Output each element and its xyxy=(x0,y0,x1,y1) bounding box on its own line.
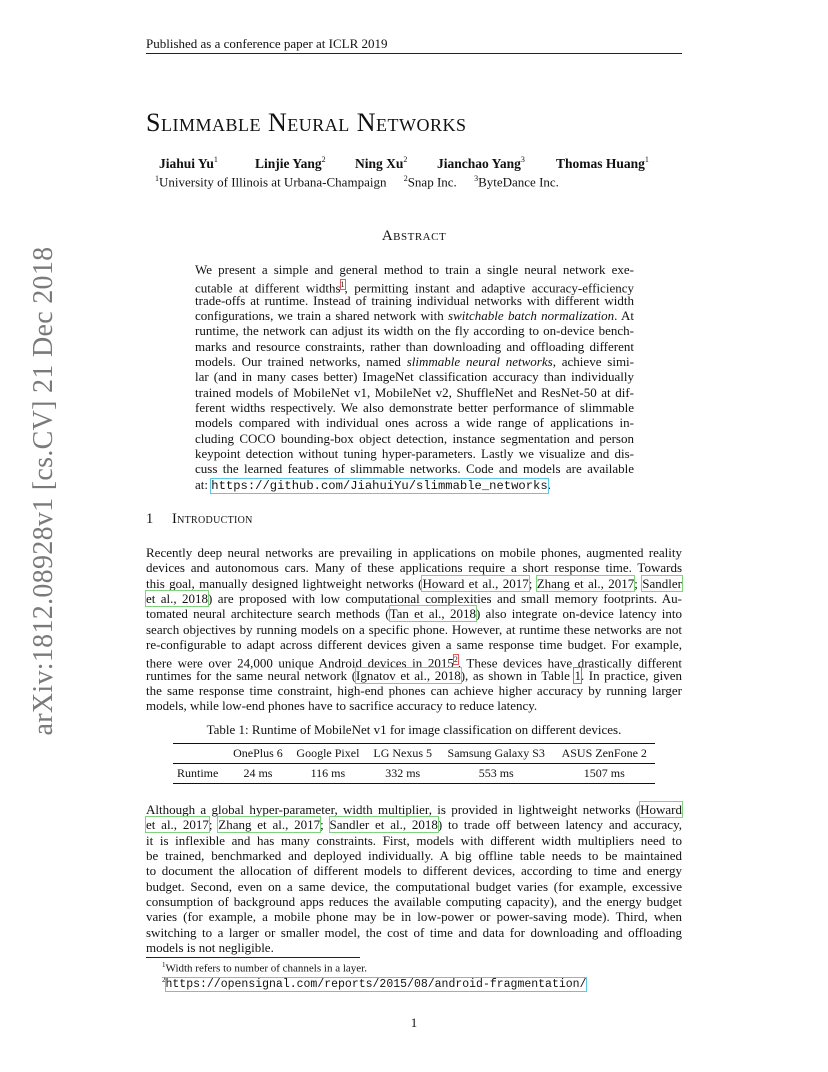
author-list xyxy=(159,155,659,172)
table-cell: 332 ms xyxy=(367,764,439,784)
citation-link[interactable]: Howard xyxy=(640,802,682,817)
section-heading-introduction: 1 Introduction xyxy=(146,511,253,527)
table-cell: 116 ms xyxy=(289,764,366,784)
github-link[interactable]: https://github.com/JiahuiYu/slimmable_networks xyxy=(211,478,548,493)
citation-link[interactable]: Zhang et al., 2017 xyxy=(218,817,321,833)
citation-link[interactable]: Ignatov et al., 2018 xyxy=(356,667,461,683)
citation-link[interactable]: et al., 2018 xyxy=(146,591,209,607)
author: Thomas Huang$^1$ xyxy=(556,155,649,171)
page-number: 1 xyxy=(410,1015,418,1030)
footnote-url-link[interactable]: https://opensignal.com/reports/2015/08/android-fragmentation/ xyxy=(165,977,587,991)
table-row xyxy=(173,764,655,784)
citation-link[interactable]: Sandler xyxy=(642,575,682,591)
table-cell: 24 ms xyxy=(227,764,290,784)
citation-link[interactable]: Sandler et al., 2018 xyxy=(329,817,438,833)
footnote-2: $^2$https://opensignal.com/reports/2015/08/android-fragmentation/ xyxy=(162,976,587,991)
footnote-ref-1[interactable]: 1 xyxy=(340,280,345,290)
author: Jianchao Yang$^3$ xyxy=(437,155,525,171)
table-cell: 553 ms xyxy=(439,764,554,784)
body-paragraph: Although a global hyper-parameter, width multiplier, is provided in lightweight networks (Howard et al., 2017; Zhang et al., 2017; Sandler et al., 2018) to trade off between latency and accuracy, it is inflexible and has many constraints. First, models with different width multipliers need to be trained, benchmarked and deployed individually. A big offline table needs to be maintained to document the allocation of different models to different devices, according to time and energy budget. Second, even on a same device, the computational budget varies (for example, excessive consumption of background apps reduces the available computing capacity), and the energy budget varies (for example, a mobile phone may be in low-power or power-saving mode). Third, when switching to a larger or smaller model, the cost of time and data for downloading and offloading models is not negligible. xyxy=(146,802,682,956)
abstract-body: We present a simple and general method to train a single neural network exe- cutable at different widths$^1$, permitting instant and adaptive accuracy-efficiency trade-offs at runtime. Instead of training individual networks with different width configurations, we train a shared network with switchable batch normalization. At runtime, the network can adjust its width on the fly according to on-device bench- marks and resource constraints, rather than downloading and offloading different models. Our trained networks, named slimmable neural networks, achieve simi- lar (and in many cases better) ImageNet classification accuracy than individually trained models of MobileNet v1, MobileNet v2, ShuffleNet and ResNet-50 at dif- ferent widths respectively. We also demonstrate better performance of slimmable models compared with individual ones across a wide range of applications in- cluding COCO bounding-box object detection, instance segmentation and person keypoint detection without tuning hyper-parameters. Lastly we visualize and dis- cuss the learned features of slimmable networks. Code and models are available at: https://github.com/JiahuiYu/slimmable_networks. xyxy=(195,262,634,493)
author: Jiahui Yu$^1$ xyxy=(159,155,218,171)
runtime-table xyxy=(173,743,655,784)
table-caption: Table 1: Runtime of MobileNet v1 for image classification on different devices. xyxy=(206,722,622,737)
paper-title: Slimmable Neural Networks xyxy=(146,108,467,137)
author: Linjie Yang$^2$ xyxy=(255,155,326,171)
footnote-ref-2[interactable]: 2 xyxy=(453,655,458,665)
table-header-cell: Google Pixel xyxy=(289,744,366,764)
abstract-heading: Abstract xyxy=(381,228,447,244)
citation-link[interactable]: Howard et al., 2017 xyxy=(422,575,529,591)
citation-link[interactable]: Tan et al., 2018 xyxy=(389,606,476,622)
table-header-cell: LG Nexus 5 xyxy=(367,744,439,764)
affiliation: ByteDance Inc. xyxy=(478,174,559,190)
table-header-row xyxy=(173,744,655,764)
arxiv-stamp: arXiv:1812.08928v1 [cs.CV] 21 Dec 2018 xyxy=(28,246,59,736)
table-header-cell xyxy=(173,744,227,764)
header-rule xyxy=(146,53,682,54)
footnote-1: $^1$Width refers to number of channels in a layer. xyxy=(162,961,367,975)
footnote-rule xyxy=(146,957,360,958)
citation-link[interactable]: Zhang et al., 2017 xyxy=(536,575,635,591)
running-header: Published as a conference paper at ICLR 2019 xyxy=(146,36,388,51)
table-row-label: Runtime xyxy=(173,764,227,784)
table-header-cell: OnePlus 6 xyxy=(227,744,290,764)
intro-paragraph: Recently deep neural networks are prevailing in applications on mobile phones, augmented reality devices and autonomous cars. Many of these applications require a short response time. Towards this goal, manually designed lightweight networks (Howard et al., 2017; Zhang et al., 2017; Sandler et al., 2018) are proposed with low computational complexities and small memory footprints. Au- tomated neural architecture search methods (Tan et al., 2018) also integrate on-device latency into search objectives by running models on a specific phone. However, at runtime these networks are not re-configurable to adapt across different devices given a same response time budget. For example, there were over 24,000 unique Android devices in 2015$^2$. These devices have drastically different runtimes for the same neural network (Ignatov et al., 2018), as shown in Table 1. In practice, given the same response time constraint, high-end phones can achieve higher accuracy by running larger models, while low-end phones have to sacrifice accuracy to reduce latency. xyxy=(146,545,683,714)
table-cell: 1507 ms xyxy=(553,764,655,784)
affiliation: Snap Inc. xyxy=(407,174,457,190)
table-header-cell: Samsung Galaxy S3 xyxy=(439,744,554,764)
affiliations: $^1$University of Illinois at Urbana-Champaign $^2$Snap Inc. $^3$ByteDance Inc. xyxy=(155,174,559,190)
affiliation: University of Illinois at Urbana-Champaign xyxy=(159,174,387,190)
citation-link[interactable]: et al., 2017 xyxy=(146,817,209,833)
table-ref-link[interactable]: 1 xyxy=(574,667,581,683)
author: Ning Xu$^2$ xyxy=(355,155,408,171)
table-header-cell: ASUS ZenFone 2 xyxy=(553,744,655,764)
